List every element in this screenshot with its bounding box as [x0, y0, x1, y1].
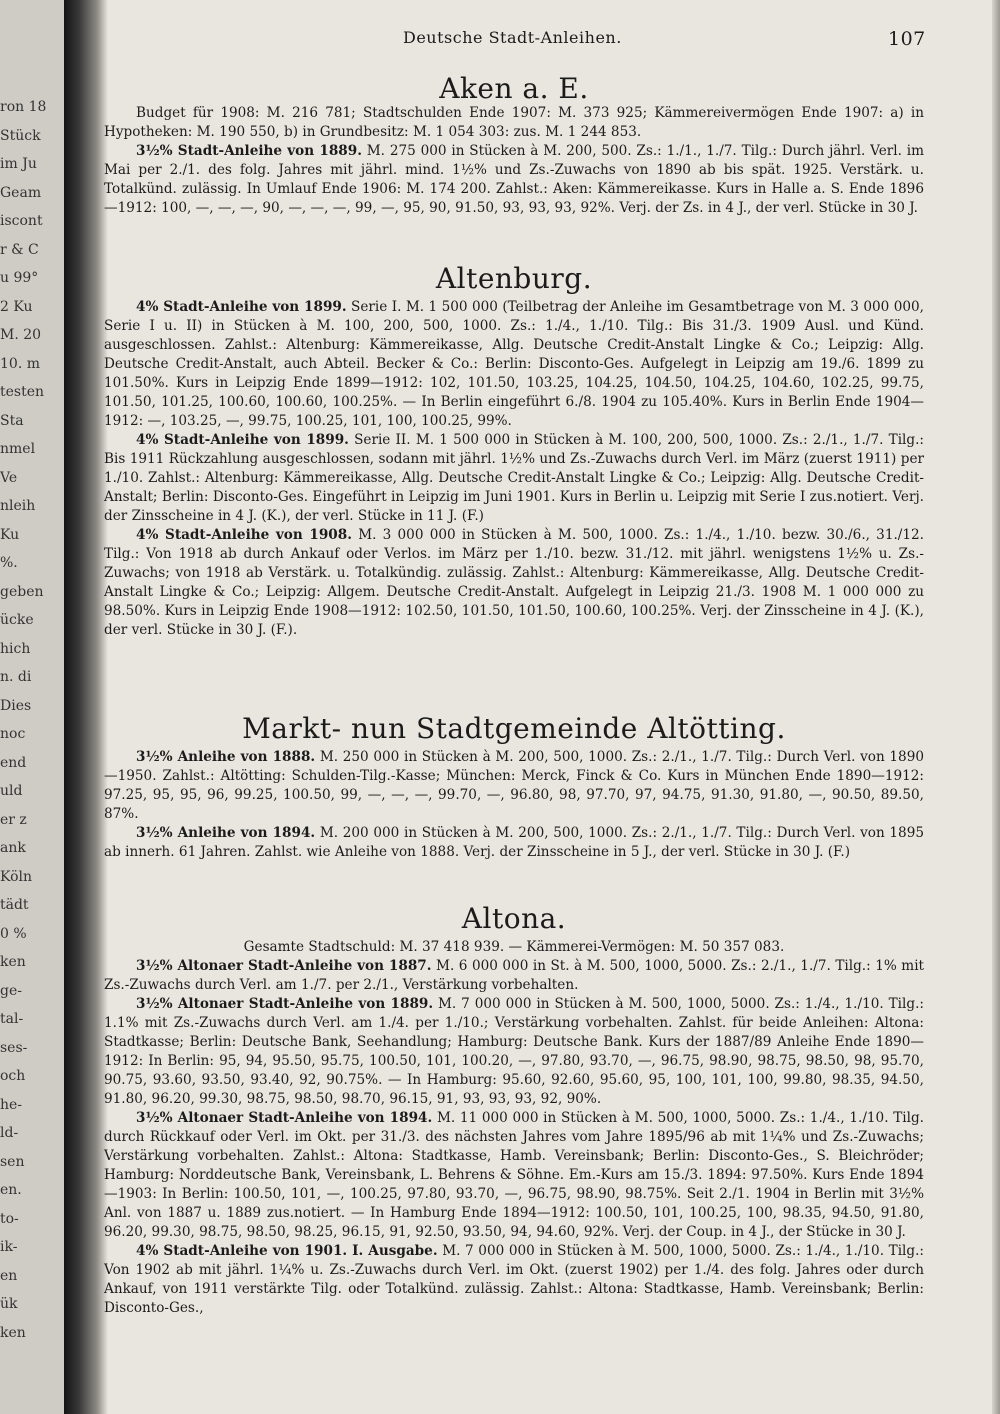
facing-page-fragment: hich — [0, 640, 31, 657]
facing-page-fragment: 0 % — [0, 925, 27, 942]
facing-page-fragment: er z — [0, 811, 27, 828]
facing-page-fragment: Stück — [0, 127, 41, 144]
bond-heading: 3½% Altonaer Stadt-Anleihe von 1887. — [136, 958, 432, 974]
facing-page-fragment: testen — [0, 384, 45, 400]
paragraph: 3½% Altonaer Stadt-Anleihe von 1887. M. 6 000 000 in St. à M. 500, 1000, 5000. Zs.: 2./1., 1./7. Tilg.: 1% mit Zs.-Zuwachs durch Verl. am 1./7. per 2./1., Verstärkung vorbehalten. — [104, 958, 925, 993]
facing-page-fragment: Ku — [0, 526, 20, 543]
paragraph: 4% Stadt-Anleihe von 1901. I. Ausgabe. M. 7 000 000 in Stücken à M. 500, 1000, 5000. Zs.: 1./4., 1./10. Tilg.: Von 1902 ab mit jährl. 1¼% u. Zs.-Zuwachs durch Verl. im Okt. (zuerst 1902) per 1./4. des folg. Jahres oder durch Ankauf, von 1911 verstärkte Tilg. oder Totalkünd. zulässig. Zahlst.: Altona: Stadtkasse, Hamb. Vereinsbank; Berlin: Disconto-Ges., — [104, 1243, 924, 1316]
facing-page-fragment: Ve — [0, 469, 18, 486]
page-edge — [992, 0, 1000, 1414]
page-number: 107 — [888, 28, 926, 50]
bond-heading: 3½% Anleihe von 1894. — [136, 825, 316, 841]
section-body-altoetting — [104, 748, 924, 862]
section-body-altenburg — [104, 298, 924, 640]
paragraph: 4% Stadt-Anleihe von 1899. Serie I. M. 1 500 000 (Teilbetrag der Anleihe im Gesamtbetrage von M. 3 000 000, Serie I u. II) in Stücken à M. 100, 200, 500, 1000. Zs.: 1./4., 1./10. Tilg.: Bis 31./3. 1909 Ausl. und Künd. ausgeschlossen. Zahlst.: Altenburg: Kämmereikasse, Allg. Deutsche Credit-Anstalt Lingke & Co.; Leipzig: Allg. Deutsche Credit-Anstalt, auch Abteil. Becker & Co.: Berlin: Disconto-Ges. Aufgelegt in Leipzig am 19./6. 1899 zu 101.50%. Kurs in Leipzig Ende 1899—1912: 102, 101.50, 103.25, 104.25, 104.50, 104.25, 104.60, 102.25, 99.75, 101.50, 101.25, 100.60, 100.60, 100.25%. — In Berlin eingeführt 6./8. 1904 zu 105.40%. Kurs in Berlin Ende 1904—1912: —, 103.25, —, 99.75, 100.25, 101, 100, 100.25, 99%. — [104, 299, 924, 429]
facing-page-fragment: end — [0, 754, 27, 771]
paragraph: 3½% Stadt-Anleihe von 1889. M. 275 000 in Stücken à M. 200, 500. Zs.: 1./1., 1./7. Tilg.: Durch jährl. Verl. im Mai per 2./1. des folg. Jahres mit jährl. mind. 1½% und Zs.-Zuwachs von 1890 ab bis spät. 1925. Verstärk. u. Totalkünd. zulässig. In Umlauf Ende 1906: M. 174 200. Zahlst.: Aken: Kämmereikasse. Kurs in Halle a. S. Ende 1896—1912: 100, —, —, —, 90, —, —, —, 99, —, 95, 90, 91.50, 93, 93, 93, 92%. Verj. der Zs. in 4 J., der verl. Stücke in 30 J. — [104, 143, 924, 216]
facing-page-fragment: ld- — [0, 1125, 19, 1141]
facing-page-fragment: ük — [0, 1296, 18, 1312]
facing-page-fragment: ücke — [0, 612, 34, 628]
paragraph: 3½% Anleihe von 1894. M. 200 000 in Stücken à M. 200, 500, 1000. Zs.: 2./1., 1./7. Tilg.: Durch Verl. von 1895 ab innerh. 61 Jahren. Zahlst. wie Anleihe von 1888. Verj. der Zinsscheine in 5 J., der verl. Stücke in 30 J. (F.) — [104, 825, 924, 860]
facing-page-fragment: sen — [0, 1153, 25, 1170]
facing-page-fragment: tal- — [0, 1011, 24, 1027]
facing-page-fragment: ik- — [0, 1239, 18, 1255]
facing-page-fragment: to- — [0, 1210, 19, 1227]
facing-page-fragment: r & C — [0, 241, 39, 258]
facing-page-fragment: ken — [0, 1324, 26, 1341]
facing-page-fragment: nmel — [0, 441, 36, 457]
facing-page-fragment: im Ju — [0, 156, 37, 172]
facing-page-fragment: 10. m — [0, 355, 40, 372]
facing-page-fragment: he- — [0, 1096, 23, 1113]
facing-page-fragment: en. — [0, 1182, 22, 1198]
facing-page-fragment: geben — [0, 583, 44, 600]
facing-page-fragment: tädt — [0, 897, 29, 913]
facing-page-fragment: ken — [0, 954, 26, 970]
facing-page-fragment: Dies — [0, 697, 32, 714]
bond-heading: 3½% Anleihe von 1888. — [136, 749, 316, 765]
facing-page-fragment: en — [0, 1267, 18, 1284]
facing-page-fragment: n. di — [0, 669, 32, 685]
paragraph: 4% Stadt-Anleihe von 1908. M. 3 000 000 in Stücken à M. 500, 1000. Zs.: 1./4., 1./10. bezw. 30./6., 31./12. Tilg.: Von 1918 ab durch Ankauf oder Verlos. im März per 1./10. bezw. 31./12. mit jährl. wenigstens 1½% u. Zs.-Zuwachs; von 1918 ab Verstärk. u. Totalkündig. zulässig. Zahlst.: Altenburg: Kämmereikasse, Allg. Deutsche Credit-Anstalt Lingke & Co.; Leipzig: Allgem. Deutsche Credit-Anstalt. Aufgelegt in Leipzig 21./3. 1908 M. 1 000 000 zu 98.50%. Kurs in Leipzig Ende 1908—1912: 102.50, 101.50, 101.50, 100.60, 100.25%. Verj. der Zinsscheine in 4 J. (K.), der verl. Stücke in 30 J. (F.). — [104, 527, 924, 638]
paragraph: Budget für 1908: M. 216 781; Stadtschulden Ende 1907: M. 373 925; Kämmereivermögen Ende 1907: a) in Hypotheken: M. 190 550, b) in Grundbesitz: M. 1 054 303: zus. M. 1 244 853. — [104, 105, 924, 140]
bond-heading: 4% Stadt-Anleihe von 1908. — [136, 527, 352, 543]
facing-page-fragment: Köln — [0, 868, 33, 885]
facing-page-fragment: ge- — [0, 982, 22, 999]
facing-page-fragment: nleih — [0, 498, 36, 514]
bond-heading: 4% Stadt-Anleihe von 1899. — [136, 432, 349, 448]
facing-page-fragment: och — [0, 1068, 26, 1084]
paragraph: 3½% Altonaer Stadt-Anleihe von 1894. M. 11 000 000 in Stücken à M. 500, 1000, 5000. Zs.: 1./4., 1./10. Tilg. durch Rückkauf oder Verl. im Okt. per 31./3. des nächsten Jahres vom Jahre 1895/96 ab mit 1¼% und Zs.-Zuwachs; Verstärkung vorbehalten. Zahlst.: Altona: Stadtkasse, Hamb. Vereinsbank; Berlin: Disconto-Ges., S. Bleichröder; Hamburg: Norddeutsche Bank, Vereinsbank, L. Behrens & Söhne. Em.-Kurs am 15./3. 1894: 97.50%. Kurs Ende 1894—1903: In Berlin: 100.50, 101, —, 100.25, 97.80, 93.70, —, 96.75, 98.90, 98.75%. Seit 2./1. 1904 in Berlin mit 3½% Anl. von 1887 u. 1889 zus.notiert. — In Hamburg Ende 1894—1912: 100.50, 101, 100.25, 100, 98.35, 94.50, 91.80, 96.20, 99.30, 98.75, 98.50, 98.25, 96.15, 91, 92.50, 93.50, 94, 94.60, 92%. Verj. der Coup. in 4 J., der Stücke in 30 J. — [104, 1110, 925, 1240]
bond-heading: 3½% Altonaer Stadt-Anleihe von 1889. — [136, 996, 434, 1012]
facing-page-fragment: iscont — [0, 213, 43, 229]
book-gutter — [64, 0, 108, 1414]
section-body-aken — [104, 104, 924, 218]
section-title-aken: Aken a. E. — [439, 72, 589, 105]
facing-page-fragment: ses- — [0, 1039, 28, 1056]
paragraph: Gesamte Stadtschuld: M. 37 418 939. — Kämmerei-Vermögen: M. 50 357 083. — [243, 939, 785, 955]
running-title: Deutsche Stadt-Anleihen. — [403, 28, 622, 47]
facing-page-fragment: ank — [0, 840, 26, 856]
facing-page-fragment: noc — [0, 726, 26, 742]
facing-page-fragment: u 99° — [0, 270, 39, 286]
section-title-altoetting: Markt- nun Stadtgemeinde Altötting. — [242, 712, 786, 745]
section-title-altona: Altona. — [461, 902, 567, 935]
facing-page-fragment: Geam — [0, 184, 42, 201]
facing-page-fragment: %. — [0, 555, 18, 571]
paragraph: 4% Stadt-Anleihe von 1899. Serie II. M. 1 500 000 in Stücken à M. 100, 200, 500, 1000. Zs.: 2./1., 1./7. Tilg.: Bis 1911 Rückzahlung ausgeschlossen, sodann mit jährl. 1½% und Zs.-Zuwachs durch Verl. im März (zuerst 1911) per 1./10. Zahlst.: Altenburg: Kämmereikasse, Allg. Deutsche Credit-Anstalt Lingke & Co.; Leipzig: Allg. Deutsche Credit-Anstalt; Berlin: Disconto-Ges. Eingeführt in Leipzig im Juni 1901. Kurs in Berlin u. Leipzig mit Serie I zus.notiert. Verj. der Zinsscheine in 4 J. (K.), der verl. Stücke in 11 J. (F.) — [104, 432, 924, 524]
section-body-altona — [104, 938, 924, 1318]
facing-page-fragment: 2 Ku — [0, 298, 33, 315]
bond-heading: 3½% Stadt-Anleihe von 1889. — [136, 143, 362, 159]
section-title-altenburg: Altenburg. — [435, 262, 593, 295]
facing-page-fragment: M. 20 — [0, 327, 42, 343]
facing-page-fragment: ron 18 — [0, 99, 47, 115]
facing-page-fragment: uld — [0, 783, 23, 799]
bond-heading: 4% Stadt-Anleihe von 1901. I. Ausgabe. — [136, 1243, 438, 1259]
facing-page-fragment: Sta — [0, 412, 24, 429]
paragraph: 3½% Altonaer Stadt-Anleihe von 1889. M. 7 000 000 in Stücken à M. 500, 1000, 5000. Zs.: 1./4., 1./10. Tilg.: 1.1% mit Zs.-Zuwachs durch Verl. am 1./4. per 1./10.; Verstärkung vorbehalten. Zahlst. für beide Anleihen: Altona: Stadtkasse; Berlin: Deutsche Bank, Seehandlung; Hamburg: Deutsche Bank. Kurs der 1887/89 Anleihe Ende 1890—1912: In Berlin: 95, 94, 95.50, 95.75, 100.50, 101, 100.20, —, 97.80, 93.70, —, 96.75, 98.90, 98.75, 98.50, 98, 95.70, 90.75, 93.60, 93.50, 93.40, 92, 90.75%. — In Hamburg: 95.60, 92.60, 95.60, 95, 100, 101, 100, 99.80, 98.35, 94.50, 91.80, 96.20, 99.30, 98.75, 98.50, 98.70, 96.15, 91, 93, 93, 93, 92, 90%. — [104, 996, 924, 1107]
paragraph: 3½% Anleihe von 1888. M. 250 000 in Stücken à M. 200, 500, 1000. Zs.: 2./1., 1./7. Tilg.: Durch Verl. von 1890—1950. Zahlst.: Altötting: Schulden-Tilg.-Kasse; München: Merck, Finck & Co. Kurs in München Ende 1890—1912: 97.25, 95, 95, 96, 99.25, 100.50, 99, —, —, —, 99.70, —, 96.80, 98, 97.70, 97, 94.75, 91.30, 91.80, —, 90.50, 89.50, 87%. — [104, 749, 924, 822]
bond-heading: 4% Stadt-Anleihe von 1899. — [136, 299, 347, 315]
facing-page-edge — [0, 0, 70, 1414]
bond-heading: 3½% Altonaer Stadt-Anleihe von 1894. — [136, 1110, 433, 1126]
